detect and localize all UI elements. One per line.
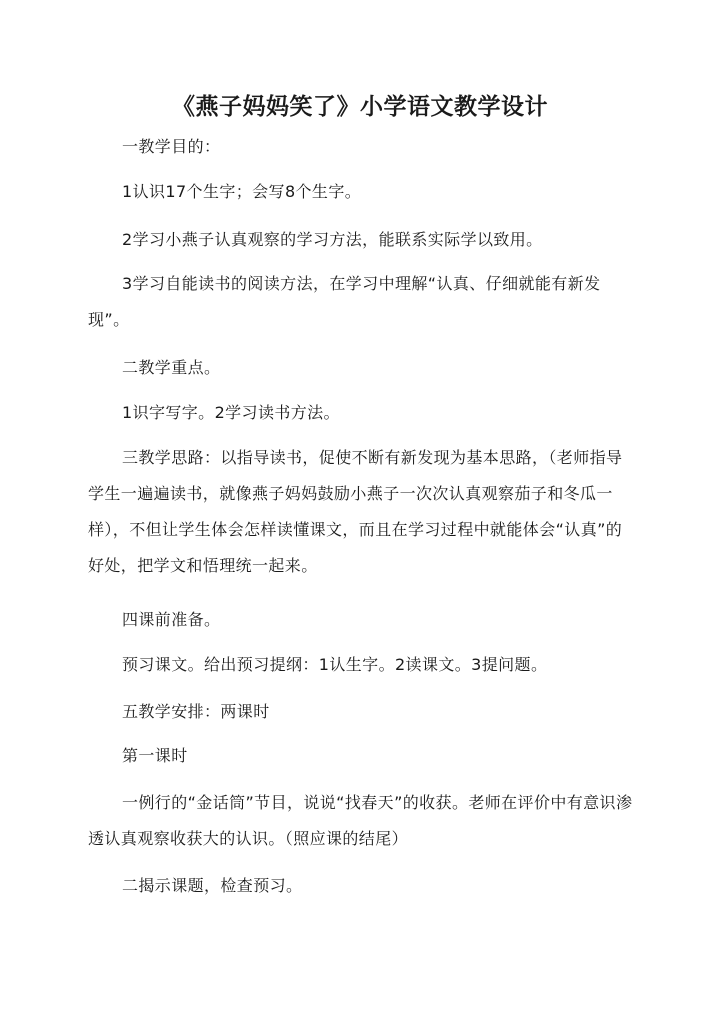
paragraph-preparation: 预习课文。给出预习提纲：1认生字。2读课文。3提问题。 xyxy=(122,655,548,674)
paragraph-step-2: 二揭示课题，检查预习。 xyxy=(122,876,303,895)
paragraph-key-points-heading: 二教学重点。 xyxy=(122,358,221,377)
paragraph-step-1: 一例行的“金话筒”节目，说说“找春天”的收获。老师在评价中有意识渗透认真观察收获大的认识。（照应课的结尾） xyxy=(88,793,633,848)
paragraph-key-points: 1识字写字。2学习读书方法。 xyxy=(122,403,340,422)
paragraph-objective-2: 2学习小燕子认真观察的学习方法，能联系实际学以致用。 xyxy=(122,230,543,249)
document-title: 《燕子妈妈笑了》小学语文教学设计 xyxy=(172,94,548,120)
paragraph-preparation-heading: 四课前准备。 xyxy=(122,610,221,629)
paragraph-first-lesson: 第一课时 xyxy=(122,746,188,765)
paragraph-schedule: 五教学安排：两课时 xyxy=(122,702,270,721)
paragraph-teaching-approach: 三教学思路：以指导读书，促使不断有新发现为基本思路，（老师指导学生一遍遍读书，就像燕子妈妈鼓励小燕子一次次认真观察茄子和冬瓜一样），不但让学生体会怎样读懂课文，而且在学习过程中就能体会“认真”的好处，把学文和悟理统一起来。 xyxy=(88,448,623,575)
paragraph-objective-3: 3学习自能读书的阅读方法，在学习中理解“认真、仔细就能有新发现”。 xyxy=(88,274,601,329)
paragraph-objectives-heading: 一教学目的： xyxy=(122,137,221,156)
paragraph-objective-1: 1认识17个生字；会写8个生字。 xyxy=(122,182,362,201)
